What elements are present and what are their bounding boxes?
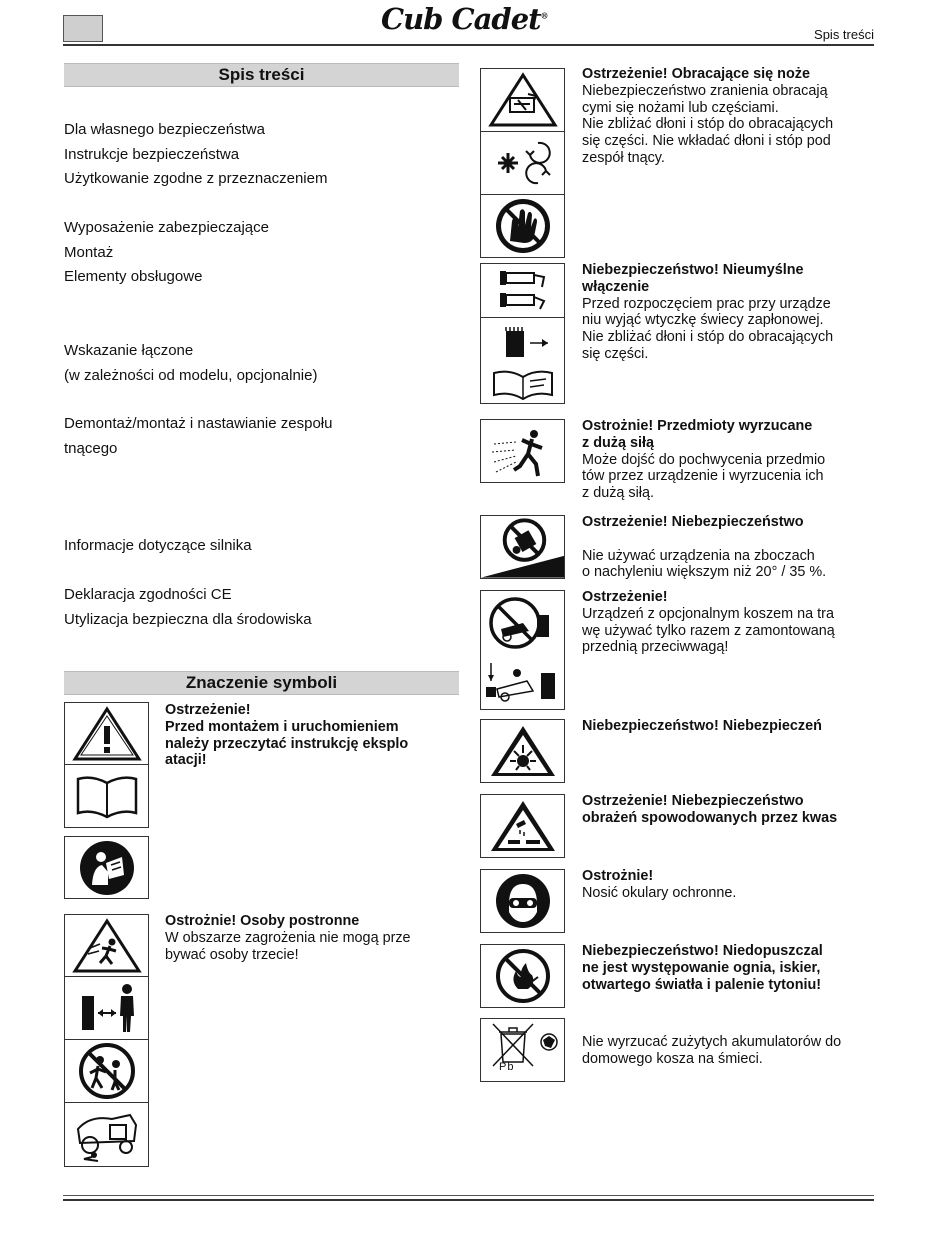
footer-divider [63, 1195, 874, 1196]
toc-entry[interactable]: tnącego [64, 439, 118, 457]
goggles-icon-column [480, 869, 565, 933]
toc-group-4 [64, 412, 332, 461]
toc-entry[interactable]: Deklaracja zgodności CE [64, 586, 232, 603]
explosion-icon-column [480, 719, 565, 783]
toc-entry[interactable]: (w zależności od modelu, opcjonalnie) [64, 366, 318, 384]
rotating-parts-icon [481, 132, 564, 195]
toc-entry[interactable]: Wskazanie łączone [64, 342, 194, 359]
toc-group-1 [64, 118, 327, 192]
toc-group-5 [64, 534, 252, 559]
header-divider [63, 44, 874, 46]
page-tab-marker [63, 15, 103, 42]
thrown-objects-icon [481, 420, 564, 482]
toc-entry[interactable]: Dla własnego bezpieczeństwa [64, 121, 265, 138]
toc-entry[interactable]: Użytkowanie zgodne z przeznaczeniem [64, 170, 328, 187]
toc-entry[interactable]: Wyposażenie zabezpieczające [64, 219, 269, 236]
header-section-title: Spis treści [814, 27, 874, 42]
counterweight-icon [481, 591, 564, 709]
warning-triangle-icon [65, 703, 148, 765]
rotating-blades-text: Ostrzeżenie! Obracające się noże Niebezpieczeństwo zranienia obracają cymi się nożami lub częściami. Nie zbliżać dłoni i stóp do obracających się części. Nie wkładać dłoni i stóp pod zespół tnący. [582, 66, 834, 166]
rotating-blades-icon-column [480, 68, 565, 258]
toc-entry[interactable]: Instrukcje bezpieczeństwa [64, 145, 240, 163]
safety-goggles-icon [481, 870, 564, 932]
battery-disposal-icon-column [480, 1018, 565, 1082]
no-children-icon [65, 1040, 148, 1103]
blade-warning-icon [481, 69, 564, 132]
battery-disposal-text: Nie wyrzucać zużytych akumulatorów do domowego kosza na śmieci. [582, 1034, 842, 1067]
lead-label: Pb [499, 1061, 515, 1073]
no-fire-text: Niebezpieczeństwo! Niedopuszczal ne jest występowanie ognia, iskier, otwartego światła i palenie tytoniu! [582, 943, 823, 993]
toc-entry[interactable]: Montaż [64, 243, 114, 261]
toc-group-2 [64, 216, 269, 290]
slope-text: Ostrzeżenie! Niebezpieczeństwo Nie używać urządzenia na zboczach o nachyleniu większym niż 20° / 35 %. [582, 514, 827, 581]
crossed-bin-icon [481, 1019, 564, 1081]
explosion-warning-icon [481, 720, 564, 782]
toc-group-3 [64, 339, 317, 388]
toc-entry[interactable]: Demontaż/montaż i nastawianie zespołu [64, 415, 333, 432]
explosion-text: Niebezpieczeństwo! Niebezpieczeń [582, 718, 822, 734]
acid-warning-icon [481, 795, 564, 857]
acid-text: Ostrzeżenie! Niebezpieczeństwo obrażeń spowodowanych przez kwas [582, 793, 838, 826]
toc-entry[interactable]: Informacje dotyczące silnika [64, 537, 252, 554]
safe-distance-icon [65, 977, 148, 1040]
acid-icon-column [480, 794, 565, 858]
bystanders-text: Ostrożnie! Osoby postronne W obszarze zagrożenia nie mogą prze bywać osoby trzecie! [165, 913, 411, 963]
no-fire-icon [481, 945, 564, 1007]
spark-plug-manual-icon [481, 318, 564, 403]
manual-book-icon [65, 765, 148, 827]
thrown-objects-text: Ostrożnie! Przedmioty wyrzucane z dużą siłą Może dojść do pochwycenia przedmio tów przez urządzenie i wyrzucenia ich z dużą siłą. [582, 418, 826, 502]
unintended-start-icon-column [480, 263, 565, 404]
goggles-text: Ostrożnie! Nosić okulary ochronne. [582, 868, 737, 901]
slope-icon-column [480, 515, 565, 579]
unintended-start-text: Niebezpieczeństwo! Nieumyślne włączenie Przed rozpoczęciem prac przy urządze niu wyjąć wtyczkę świecy zapłonowej. Nie zbliżać dłoni i stóp do obracających się części. [582, 262, 834, 362]
read-instructions-icon [65, 837, 148, 898]
toc-entry[interactable]: Utylizacja bezpieczna dla środowiska [64, 610, 312, 628]
no-hands-icon [481, 195, 564, 257]
grass-catcher-icon-column [480, 590, 565, 710]
spark-plug-removal-icon [481, 264, 564, 318]
ride-on-mower-icon [65, 1103, 148, 1166]
toc-heading: Spis treści [64, 63, 459, 87]
bystanders-icon-column [64, 914, 149, 1167]
read-manual-text: Ostrzeżenie! Przed montażem i uruchomieniem należy przeczytać instrukcję eksplo atacji! [165, 702, 409, 769]
no-fire-icon-column [480, 944, 565, 1008]
grass-catcher-text: Ostrzeżenie! Urządzeń z opcjonalnym koszem na tra wę używać tylko razem z zamontowaną przednią przeciwwagą! [582, 589, 835, 656]
thrown-object-warning-icon [65, 915, 148, 977]
symbols-heading: Znaczenie symboli [64, 671, 459, 695]
toc-entry[interactable]: Elementy obsługowe [64, 268, 203, 285]
no-slope-icon [481, 516, 564, 578]
read-instructions-icon-column [64, 836, 149, 899]
read-manual-icon-column [64, 702, 149, 828]
footer-divider-thick [63, 1199, 874, 1201]
toc-group-6 [64, 583, 312, 632]
thrown-objects-icon-column [480, 419, 565, 483]
brand-logo: Cub Cadet® [381, 2, 548, 36]
